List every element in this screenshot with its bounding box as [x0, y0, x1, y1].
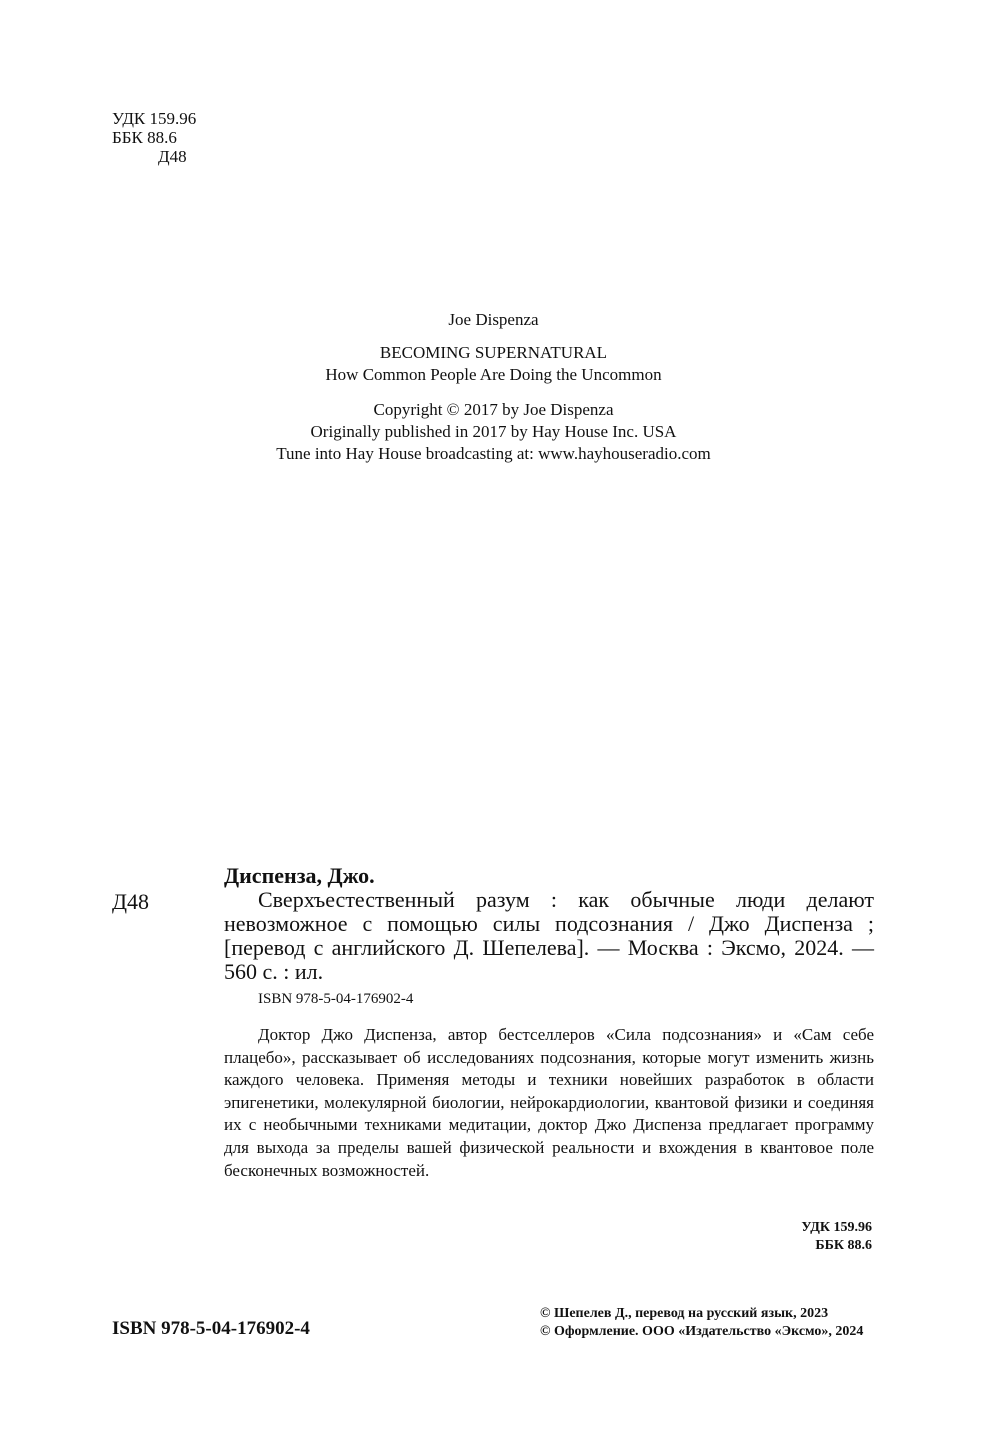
- copyright-design: © Оформление. ООО «Издательство «Эксмо», 2024: [540, 1324, 864, 1339]
- original-broadcast: Tune into Hay House broadcasting at: www.hayhouseradio.com: [276, 444, 711, 463]
- original-subtitle: How Common People Are Doing the Uncommon: [325, 365, 662, 384]
- author-mark: Д48: [158, 147, 187, 166]
- udk-code: УДК 159.96: [112, 109, 197, 128]
- isbn-line: ISBN 978-5-04-176902-4: [258, 991, 414, 1007]
- bottom-udk: УДК 159.96: [801, 1220, 872, 1235]
- footer-copyrights: [540, 1305, 863, 1341]
- original-copyright: Copyright © 2017 by Joe Dispenza: [373, 400, 614, 419]
- original-published: Originally published in 2017 by Hay House Inc. USA: [310, 422, 677, 441]
- bottom-classification-codes: [700, 1219, 872, 1255]
- bibliographic-mark: Д48: [112, 889, 150, 914]
- bibliographic-record: [224, 864, 874, 984]
- footer-isbn: ISBN 978-5-04-176902-4: [112, 1318, 310, 1339]
- original-copyright-block: [0, 399, 987, 465]
- bibliographic-heading: Диспенза, Джо.: [224, 863, 375, 888]
- original-author: Joe Dispenza: [448, 310, 539, 329]
- corner-classification-codes: [112, 109, 196, 166]
- original-title-block: [0, 342, 987, 386]
- copyright-translation: © Шепелев Д., перевод на русский язык, 2023: [540, 1306, 829, 1321]
- bbk-code: ББК 88.6: [112, 128, 177, 147]
- original-title: BECOMING SUPERNATURAL: [379, 343, 608, 362]
- annotation-paragraph: Доктор Джо Диспенза, автор бестселлеров «Сила подсознания» и «Сам себе плацебо», рассказывает об исследованиях подсознания, которые могут изменить жизнь каждого человека. Применяя методы и техники новейших разработок в области эпигенетики, молекулярной биологии, нейрокардиологии, квантовой физики и соединяя их с необычными техниками медитации, доктор Джо Диспенза предлагает программу для выхода за пределы вашей физической реальности и вхождения в квантовое поле бесконечных возможностей.: [224, 1025, 874, 1180]
- bibliographic-reference: Сверхъестественный разум : как обычные люди делают невозможное с помощью силы подсознания / Джо Диспенза ; [перевод с английского Д. Шепелева]. — Москва : Эксмо, 2024. — 560 с. : ил.: [224, 887, 874, 984]
- bottom-bbk: ББК 88.6: [815, 1238, 872, 1253]
